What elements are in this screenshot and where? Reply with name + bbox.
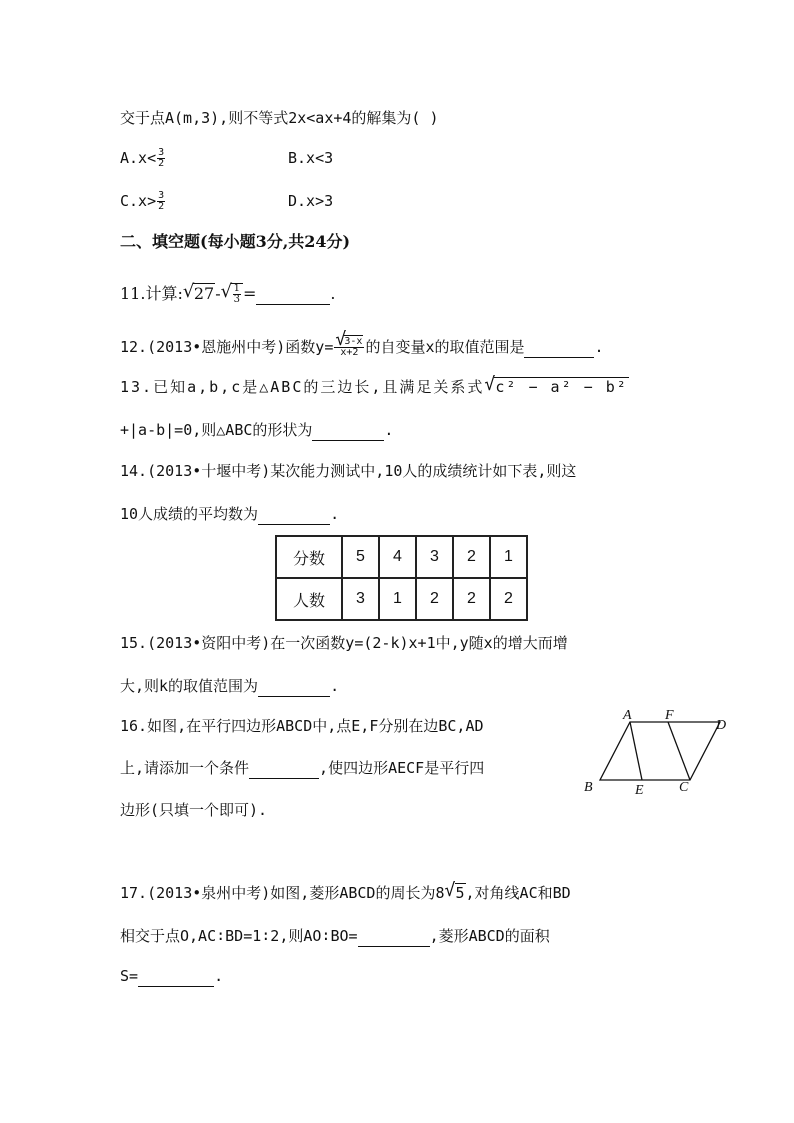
q17-line1 — [120, 883, 571, 903]
fraction-3-2: $\frac{3}{2}$ — [158, 147, 165, 169]
q17-end: . — [214, 967, 224, 985]
q13-line2-text: +|a-b|=0,则△ABC的形状为 — [120, 421, 313, 439]
parallelogram-figure — [580, 705, 750, 800]
section-title-fill-in: 二、填空题(每小题3分,共24分) — [120, 232, 351, 251]
vertex-label-f: F — [665, 708, 674, 723]
q10-option-a — [120, 148, 166, 169]
table-cell: 2 — [453, 578, 490, 620]
q14-end: . — [330, 505, 340, 523]
q15-answer-blank[interactable] — [258, 676, 330, 697]
q17-line1-prefix: 17.(2013•泉州中考)如图,菱形ABCD的周长为8 — [120, 884, 445, 902]
q10-option-b: B.x<3 — [288, 149, 334, 167]
q10-stem: 交于点A(m,3),则不等式2x<ax+4的解集为( ) — [120, 109, 439, 127]
sqrt-one-third: √ $\frac{1}{3}$ — [221, 284, 243, 305]
q12 — [120, 337, 604, 358]
table-cell: 2 — [416, 578, 453, 620]
q15-end: . — [330, 677, 340, 695]
vertex-label-d: D — [716, 718, 727, 733]
q10-option-a-label: A.x< — [120, 149, 157, 167]
table-cell: 1 — [490, 536, 527, 578]
q13-line1 — [120, 377, 629, 397]
q11-minus: - — [215, 284, 221, 303]
q12-suffix: 的自变量x的取值范围是 — [365, 338, 525, 356]
q17-line3 — [120, 966, 223, 987]
q13-end: . — [384, 421, 394, 439]
table-cell: 3 — [416, 536, 453, 578]
q15-line2-text: 大,则k的取值范围为 — [120, 677, 259, 695]
vertex-label-e: E — [635, 783, 644, 798]
q16-line2-prefix: 上,请添加一个条件 — [120, 759, 250, 777]
q13-answer-blank[interactable] — [312, 420, 384, 441]
q12-fraction: √ $\frac{3-x}{x+2}$ — [334, 337, 364, 358]
q16-answer-blank[interactable] — [249, 758, 319, 779]
q12-end: . — [594, 338, 604, 356]
sqrt-27: √ 27 — [183, 284, 215, 304]
q14-answer-blank[interactable] — [258, 504, 330, 525]
q16-line2-suffix: ,使四边形AECF是平行四 — [319, 759, 485, 777]
score-table — [275, 535, 528, 621]
q16-line2 — [120, 758, 484, 779]
table-row — [276, 536, 527, 578]
table-cell: 5 — [342, 536, 379, 578]
table-cell: 2 — [453, 536, 490, 578]
q11 — [120, 284, 335, 305]
vertex-label-a: A — [623, 708, 632, 723]
q11-prefix: 11.计算: — [120, 284, 183, 303]
vertex-label-b: B — [584, 780, 593, 795]
table-cell: 2 — [490, 578, 527, 620]
q17-area-blank[interactable] — [138, 966, 214, 987]
segment-ae — [630, 722, 642, 780]
q13-line1-text: 13.已知a,b,c是△ABC的三边长,且满足关系式 — [120, 378, 485, 396]
parallelogram-abcd — [600, 722, 720, 780]
q14-line1: 14.(2013•十堰中考)某次能力测试中,10人的成绩统计如下表,则这 — [120, 462, 577, 480]
q11-answer-blank[interactable] — [256, 284, 330, 305]
q14-line2 — [120, 504, 339, 525]
q12-prefix: 12.(2013•恩施州中考)函数y= — [120, 338, 334, 356]
q16-line3: 边形(只填一个即可). — [120, 801, 268, 819]
table-row — [276, 578, 527, 620]
table-cell: 3 — [342, 578, 379, 620]
q11-end: . — [330, 284, 336, 303]
q17-line1-suffix: ,对角线AC和BD — [465, 884, 571, 902]
q17-ratio-blank[interactable] — [358, 926, 430, 947]
q15-line2 — [120, 676, 339, 697]
table-cell: 人数 — [276, 578, 342, 620]
sqrt-5: √ 5 — [445, 883, 466, 903]
q12-answer-blank[interactable] — [524, 337, 594, 358]
table-cell: 4 — [379, 536, 416, 578]
q17-line2-prefix: 相交于点O,AC∶BD=1∶2,则AO∶BO= — [120, 927, 358, 945]
q15-line1: 15.(2013•资阳中考)在一次函数y=(2-k)x+1中,y随x的增大而增 — [120, 634, 568, 652]
q14-line2-text: 10人成绩的平均数为 — [120, 505, 259, 523]
q10-option-d: D.x>3 — [288, 192, 334, 210]
fraction-3-2: $\frac{3}{2}$ — [158, 190, 165, 212]
q10-option-c — [120, 191, 166, 212]
q11-equals: = — [242, 284, 257, 303]
segment-fc — [668, 722, 690, 780]
q13-radical: √ c² − a² − b² — [484, 377, 628, 397]
q16-line1: 16.如图,在平行四边形ABCD中,点E,F分别在边BC,AD — [120, 717, 484, 735]
q17-line2-suffix: ,菱形ABCD的面积 — [429, 927, 550, 945]
table-cell: 分数 — [276, 536, 342, 578]
table-cell: 1 — [379, 578, 416, 620]
q13-line2 — [120, 420, 393, 441]
q17-line3-prefix: S= — [120, 967, 139, 985]
q17-line2 — [120, 926, 550, 947]
q10-option-c-label: C.x> — [120, 192, 157, 210]
vertex-label-c: C — [679, 780, 689, 795]
